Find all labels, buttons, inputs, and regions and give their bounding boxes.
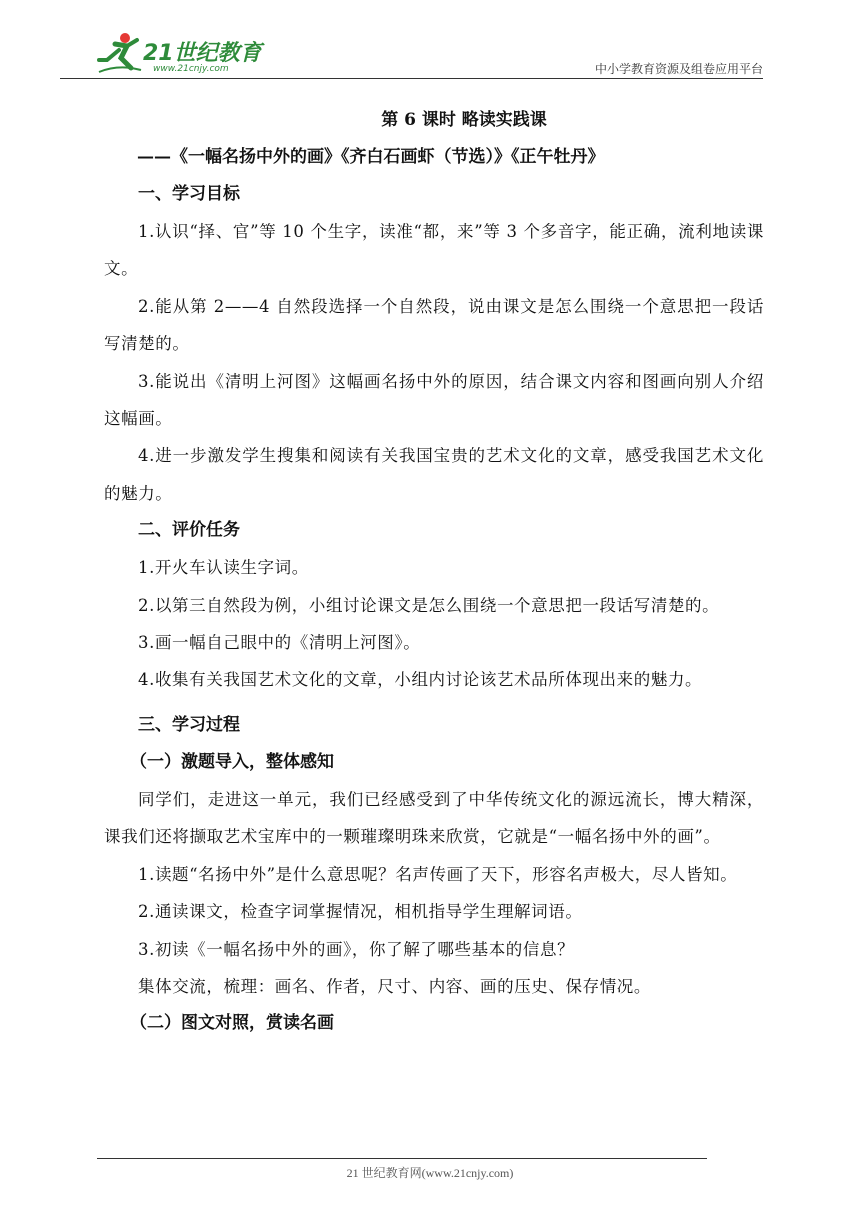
process-paragraph: 1.读题“名扬中外”是什么意思呢？名声传画了天下，形容名声极大，尽人皆知。 bbox=[138, 864, 738, 884]
goal-item: 4.进一步激发学生搜集和阅读有关我国宝贵的艺术文化的文章，感受我国艺术文化的魅力。 bbox=[104, 446, 764, 503]
task-item: 3.画一幅自己眼中的《清明上河图》。 bbox=[138, 633, 421, 653]
process-paragraph: 同学们，走进这一单元，我们已经感受到了中华传统文化的源远流长，博大精深，课我们还将撷取艺术宝库中的一颗璀璨明珠来欣赏，它就是“一幅名扬中外的画”。 bbox=[104, 789, 764, 847]
lesson-subtitle: ——《一幅名扬中外的画》《齐白石画虾（节选）》《正午牡丹》 bbox=[137, 147, 605, 167]
goal-item: 1.认识“择、官”等 10 个生字，读准“都，来”等 3 个多音字，能正确，流利地读课文。 bbox=[104, 222, 764, 279]
process-paragraph: 3.初读《一幅名扬中外的画》，你了解了哪些基本的信息？ bbox=[138, 939, 575, 959]
footer-divider bbox=[97, 1158, 707, 1159]
section-heading-process: 三、学习过程 bbox=[138, 714, 240, 735]
goal-item: 2.能从第 2——4 自然段选择一个自然段，说由课文是怎么围绕一个意思把一段话写清楚的。 bbox=[104, 296, 764, 354]
task-item: 4.收集有关我国艺术文化的文章，小组内讨论该艺术品所体现出来的魅力。 bbox=[138, 670, 703, 690]
runner-logo-icon bbox=[95, 30, 143, 78]
document-body bbox=[104, 102, 764, 1042]
process-paragraph: 集体交流，梳理：画名、作者，尺寸、内容、画的压史、保存情况。 bbox=[138, 976, 651, 996]
subsection-heading: （二）图文对照，赏读名画 bbox=[130, 1013, 334, 1034]
lesson-title: 第 6 课时 略读实践课 bbox=[381, 110, 547, 130]
section-heading-tasks: 二、评价任务 bbox=[138, 520, 240, 541]
platform-name: 中小学教育资源及组卷应用平台 bbox=[594, 62, 763, 76]
section-heading-goals: 一、学习目标 bbox=[138, 184, 240, 204]
task-item: 2.以第三自然段为例，小组讨论课文是怎么围绕一个意思把一段话写清楚的。 bbox=[138, 595, 720, 615]
process-paragraph: 2.通读课文，检查字词掌握情况，相机指导学生理解词语。 bbox=[138, 902, 583, 922]
subsection-heading: （一）激题导入，整体感知 bbox=[130, 751, 334, 772]
header-divider bbox=[60, 78, 763, 79]
goal-item: 3.能说出《清明上河图》这幅画名扬中外的原因，结合课文内容和图画向别人介绍这幅画。 bbox=[104, 371, 764, 429]
logo-text: 21世纪教育 bbox=[143, 41, 262, 66]
page-footer: 21 世纪教育网(www.21cnjy.com) bbox=[346, 1166, 514, 1180]
page-header bbox=[95, 30, 763, 80]
logo-url: www.21cnjy.com bbox=[153, 64, 229, 74]
logo bbox=[95, 30, 265, 78]
task-item: 1.开火车认读生字词。 bbox=[138, 558, 309, 578]
